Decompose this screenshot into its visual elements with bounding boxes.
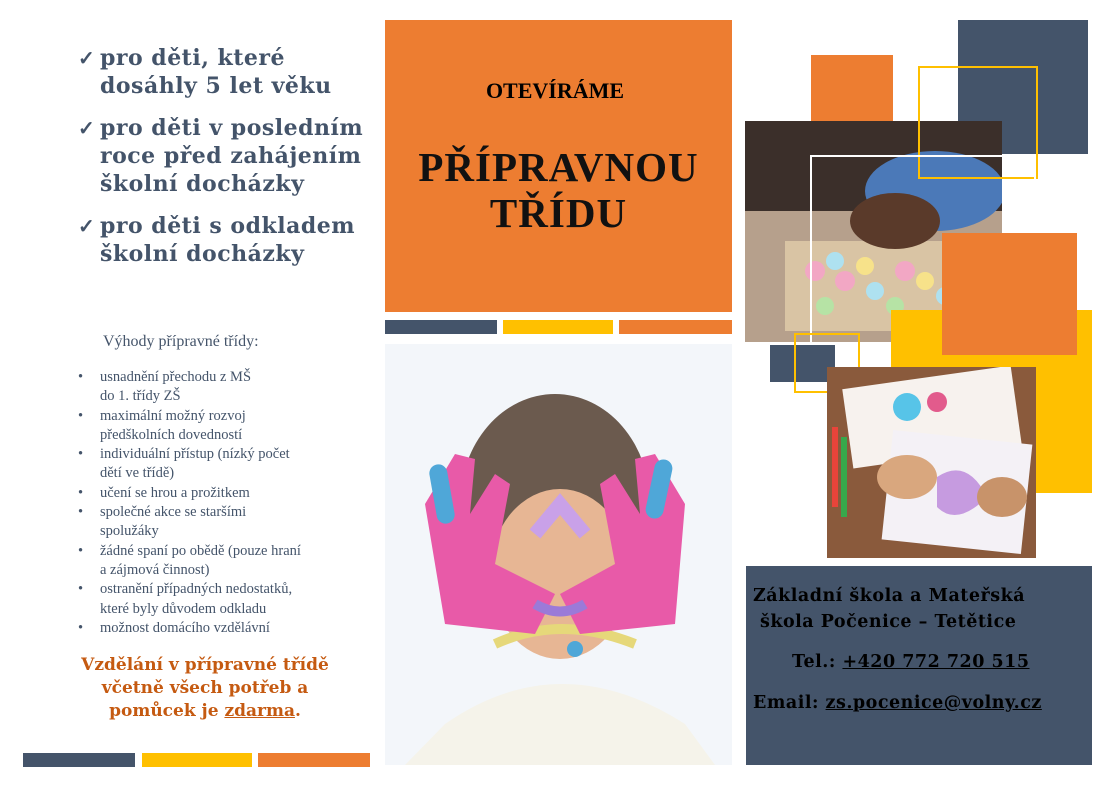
check-line: školní docházky — [100, 241, 305, 267]
check-item — [78, 114, 378, 198]
page-title: PŘÍPRAVNOU TŘÍDU — [418, 144, 699, 236]
email-line: Email: zs.pocenice@volny.cz — [753, 693, 1042, 713]
list-item: • žádné spaní po obědě (pouze hraní a zájmová činnost) — [78, 542, 301, 578]
orange-bar — [258, 753, 370, 767]
list-item: • individuální přístup (nízký počet dětí ve třídě) — [78, 446, 290, 482]
yellow-bar — [142, 753, 252, 767]
bullet-icon: • — [78, 542, 84, 559]
check-line: pro děti s odkladem — [100, 213, 355, 239]
bullet-icon: • — [78, 581, 84, 598]
list-item: • usnadnění přechodu z MŠ do 1. třídy ZŠ — [78, 369, 252, 405]
school-name-line: škola Počenice – Tetětice — [760, 612, 1017, 632]
yellow-bar — [503, 320, 613, 334]
check-item — [78, 44, 378, 100]
opening-label: OTEVÍRÁME — [485, 78, 625, 103]
checkmark-icon: ✓ — [78, 214, 96, 238]
phone-link[interactable]: +420 772 720 515 — [842, 652, 1030, 672]
list-item: • možnost domácího vzdělávní — [78, 619, 368, 638]
check-item — [78, 212, 378, 268]
list-item: • ostranění případných nedostatků, které byly důvodem odkladu — [78, 581, 293, 617]
bullet-icon: • — [78, 504, 84, 521]
benefits-list — [78, 368, 368, 638]
check-line: dosáhly 5 let věku — [100, 73, 332, 99]
children-drawing-photo — [827, 367, 1036, 558]
orange-bar — [619, 320, 732, 334]
list-item: • učení se hrou a prožitkem — [78, 484, 368, 503]
email-link[interactable]: zs.pocenice@volny.cz — [825, 693, 1042, 713]
check-line: roce před zahájením — [100, 143, 362, 169]
bullet-icon: • — [78, 619, 84, 636]
check-line: pro děti v posledním — [100, 115, 364, 141]
benefits-title: Výhody přípravné třídy: — [103, 333, 259, 350]
checkmark-icon: ✓ — [78, 46, 96, 70]
check-line: školní docházky — [100, 171, 305, 197]
target-group-list — [78, 44, 378, 282]
navy-bar — [23, 753, 135, 767]
navy-bar — [385, 320, 497, 334]
bullet-icon: • — [78, 446, 84, 463]
orange-square — [942, 233, 1077, 355]
child-painted-hands-photo — [385, 344, 732, 765]
contact-box — [746, 566, 1092, 765]
list-item: • společné akce se staršími spolužáky — [78, 504, 247, 540]
phone-line: Tel.: +420 772 720 515 — [792, 652, 1030, 672]
checkmark-icon: ✓ — [78, 116, 96, 140]
bullet-icon: • — [78, 484, 84, 501]
list-item: • maximální možný rozvoj předškolních dovedností — [78, 407, 246, 443]
bullet-icon: • — [78, 407, 84, 424]
bullet-icon: • — [78, 369, 84, 385]
free-of-charge-note: Vzdělání v přípravné třídě včetně všech potřeb a pomůcek je zdarma. — [81, 655, 329, 721]
check-line: pro děti, které — [100, 45, 286, 71]
school-name-line: Základní škola a Mateřská — [753, 586, 1026, 606]
